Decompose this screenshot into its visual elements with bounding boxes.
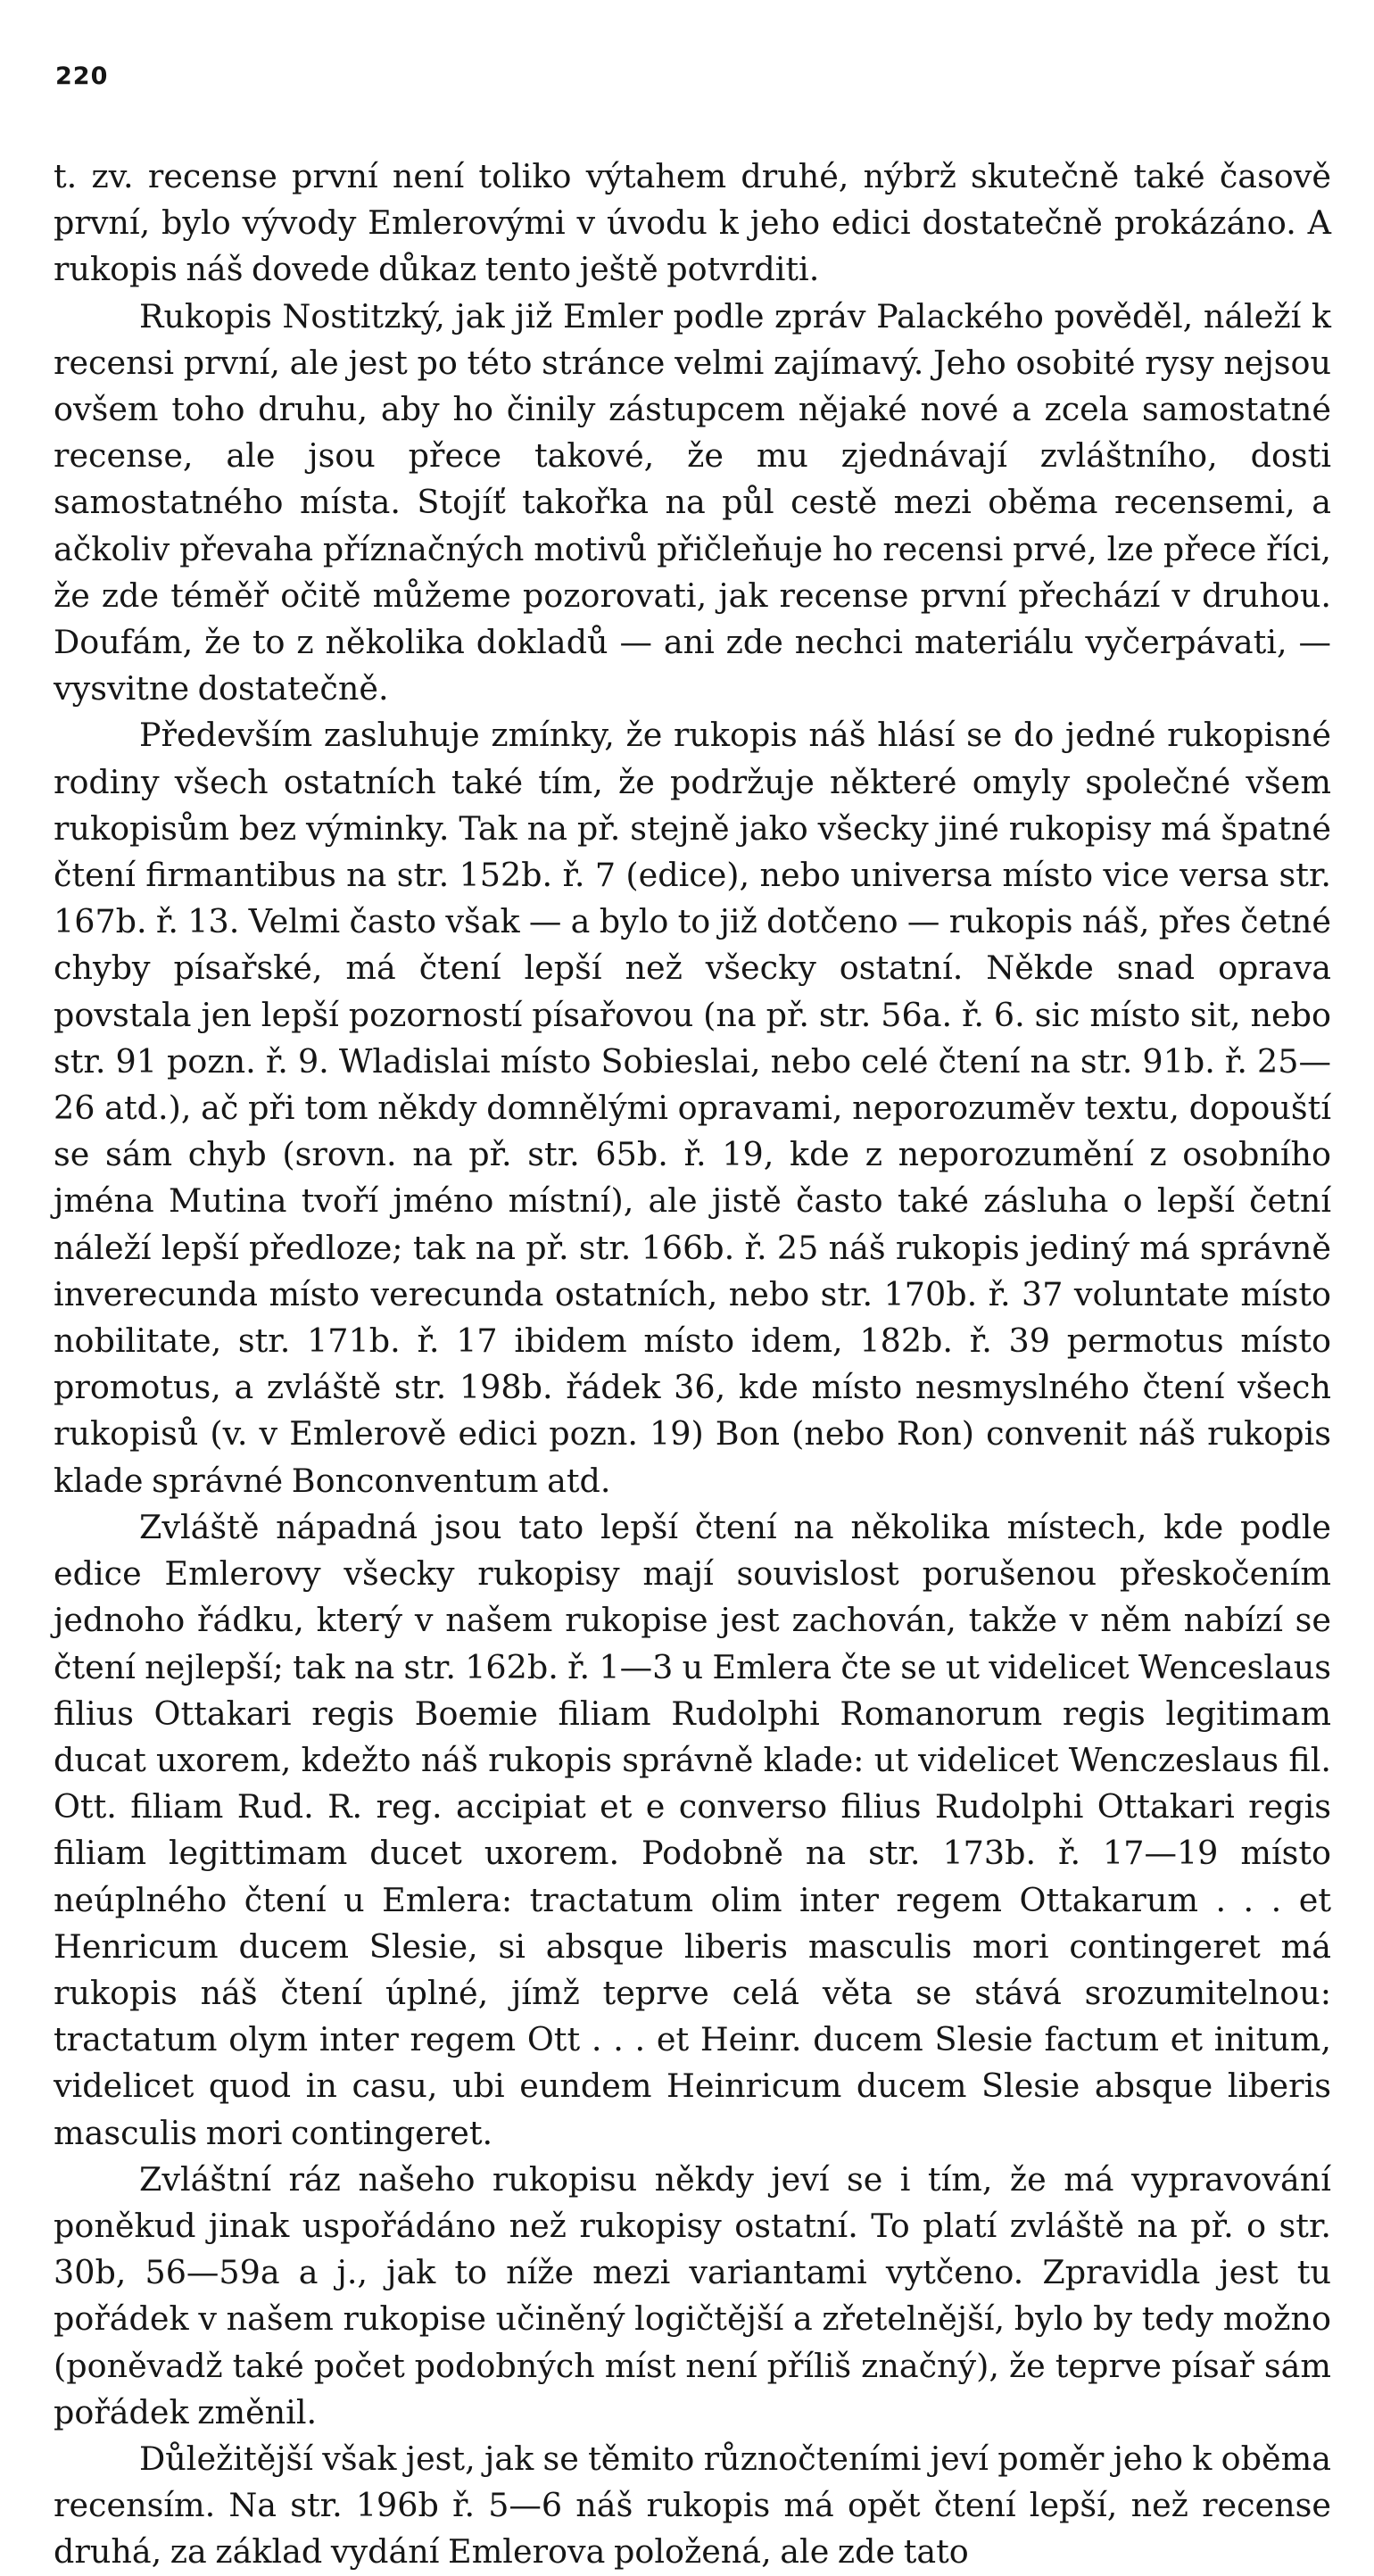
paragraph-5: Zvláštní ráz našeho rukopisu někdy jeví se i tím, že má vypravování poněkud jinak uspořádáno než rukopisy ostatní. To platí zvláště na př. o str. 30b, 56—59a a j., jak to níže mezi variantami vytčeno. Zpravidla jest tu pořádek v našem rukopise učiněný logičtější a zřetelnější, bylo by tedy možno (poněvadž také počet podobných míst není příliš značný), že teprve písař sám pořádek změnil.	[54, 2159, 1331, 2431]
paragraph-4: Zvláště nápadná jsou tato lepší čtení na několika místech, kde podle edice Emlerovy všecky rukopisy mají souvislost porušenou přeskočením jednoho řádku, který v našem rukopise jest zachován, takže v něm nabízí se čtení nejlepší; tak na str. 162b. ř. 1—3 u Emlera čte se ut videlicet Wenceslaus filius Ottakari regis Boemie filiam Rudolphi Romanorum regis legitimam ducat uxorem, kdežto náš rukopis správně klade: ut videlicet Wenczeslaus fil. Ott. filiam Rud. R. reg. accipiat et e converso filius Rudolphi Ottakari regis filiam legittimam ducet uxorem. Podobně na str. 173b. ř. 17—19 místo neúplného čtení u Emlera: tractatum olim inter regem Ottakarum . . . et Henricum ducem Slesie, si absque liberis masculis mori contingeret má rukopis náš čtení úplné, jímž teprve celá věta se stává srozumitelnou: tractatum olym inter regem Ott . . . et Heinr. ducem Slesie factum et initum, videlicet quod in casu, ubi eundem Heinricum ducem Slesie absque liberis masculis mori contingeret.	[54, 1507, 1331, 2152]
paragraph-1: t. zv. recense první není toliko výtahem druhé, nýbrž skutečně také časově první, bylo vývody Emlerovými v úvodu k jeho edici dostatečně prokázáno. A rukopis náš dovede důkaz tento ještě potvrditi.	[54, 157, 1331, 289]
paragraph-6: Důležitější však jest, jak se těmito různočteními jeví poměr jeho k oběma recensím. Na str. 196b ř. 5—6 náš rukopis má opět čtení lepší, než recense druhá, za základ vydání Emlerova položená, ale zde tato	[54, 2439, 1331, 2572]
body-text	[54, 153, 1331, 2576]
page-number: 220	[55, 62, 109, 90]
paragraph-2: Rukopis Nostitzký, jak již Emler podle zpráv Palackého pověděl, náleží k recensi první, ale jest po této stránce velmi zajímavý. Jeho osobité rysy nejsou ovšem toho druhu, aby ho činily zástupcem nějaké nové a zcela samostatné recense, ale jsou přece takové, že mu zjednávají zvláštního, dosti samostatného místa. Stojíť takořka na půl cestě mezi oběma recensemi, a ačkoliv převaha příznačných motivů přičleňuje ho recensi prvé, lze přece říci, že zde téměř očitě můžeme pozorovati, jak recense první přechází v druhou. Doufám, že to z několika dokladů — ani zde nechci materiálu vyčerpávati, — vysvitne dostatečně.	[54, 296, 1331, 708]
paragraph-3: Především zasluhuje zmínky, že rukopis náš hlásí se do jedné rukopisné rodiny všech ostatních také tím, že podržuje některé omyly společné všem rukopisům bez výminky. Tak na př. stejně jako všecky jiné rukopisy má špatné čtení firmantibus na str. 152b. ř. 7 (edice), nebo universa místo vice versa str. 167b. ř. 13. Velmi často však — a bylo to již dotčeno — rukopis náš, přes četné chyby písařské, má čtení lepší než všecky ostatní. Někde snad oprava povstala jen lepší pozorností písařovou (na př. str. 56a. ř. 6. sic místo sit, nebo str. 91 pozn. ř. 9. Wladislai místo Sobieslai, nebo celé čtení na str. 91b. ř. 25—26 atd.), ač při tom někdy domnělými opravami, neporozuměv textu, dopouští se sám chyb (srovn. na př. str. 65b. ř. 19, kde z neporozumění z osobního jména Mutina tvoří jméno místní), ale jistě často také zásluha o lepší četní náleží lepší předloze; tak na př. str. 166b. ř. 25 náš rukopis jediný má správně inverecunda místo verecunda ostatních, nebo str. 170b. ř. 37 voluntate místo nobilitate, str. 171b. ř. 17 ibidem místo idem, 182b. ř. 39 permotus místo promotus, a zvláště str. 198b. řádek 36, kde místo nesmyslného čtení všech rukopisů (v. v Emlerově edici pozn. 19) Bon (nebo Ron) convenit náš rukopis klade správné Bonconventum atd.	[54, 716, 1331, 1500]
